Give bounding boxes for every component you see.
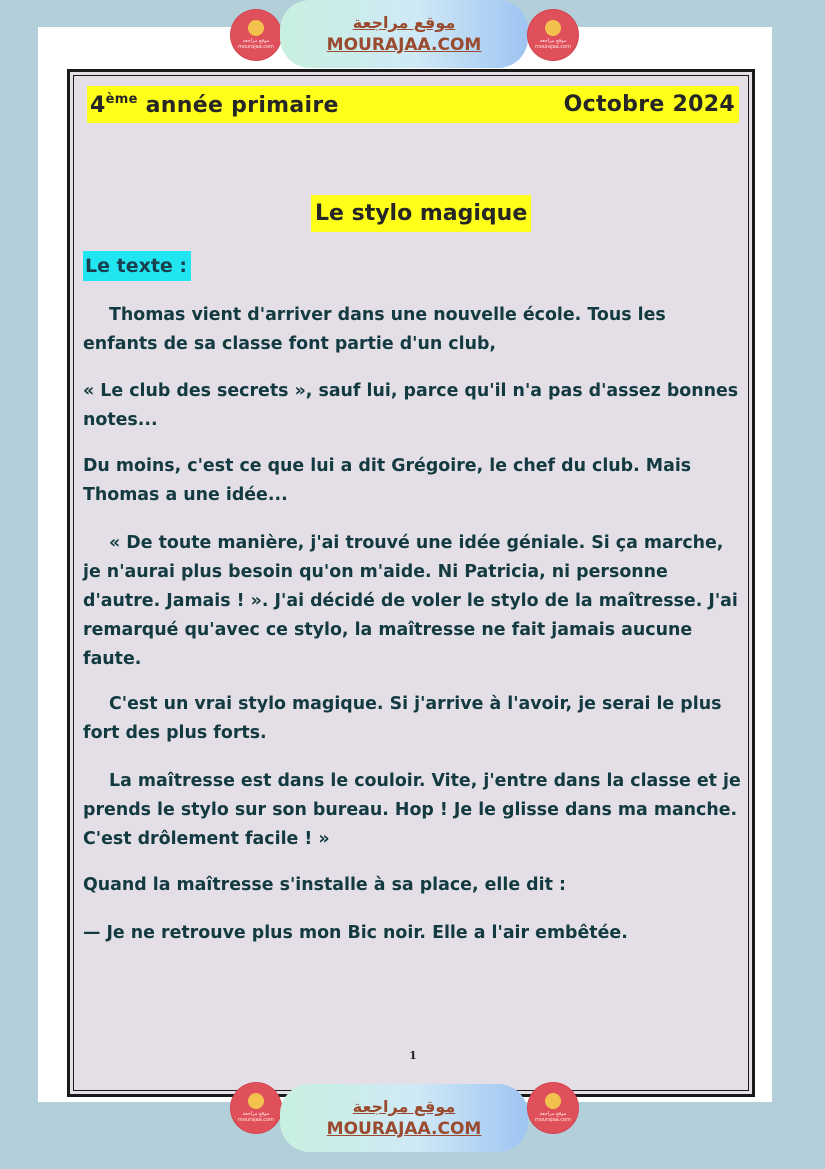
site-logo-left-top: موقع مراجعة mourajaa.com <box>231 10 281 60</box>
paragraph-3: Du moins, c'est ce que lui a dit Grégoire, le chef du club. Mais Thomas a une idée... <box>83 456 692 505</box>
paragraph-2: « Le club des secrets », sauf lui, parce qu'il n'a pas d'assez bonnes notes... <box>83 381 739 430</box>
banner-arabic: موقع مراجعة <box>352 13 456 32</box>
paragraph-8: — Je ne retrouve plus mon Bic noir. Elle a l'air embêtée. <box>83 923 628 943</box>
paragraph-5: C'est un vrai stylo magique. Si j'arrive à l'avoir, je serai le plus fort des plus forts. <box>83 694 722 743</box>
site-banner-bottom[interactable] <box>280 1084 528 1152</box>
site-logo-right-bottom: موقع مراجعة mourajaa.com <box>528 1083 578 1133</box>
page-number: 1 <box>409 1049 417 1062</box>
site-logo-left-bottom: موقع مراجعة mourajaa.com <box>231 1083 281 1133</box>
paragraph-6: La maîtresse est dans le couloir. Vite, j'entre dans la classe et je prends le stylo sur son bureau. Hop ! Je le glisse dans ma manche. C'est drôlement facile ! » <box>83 771 741 849</box>
section-label: Le texte : <box>83 251 191 281</box>
paragraph-4: « De toute manière, j'ai trouvé une idée géniale. Si ça marche, je n'aurai plus besoin qu'on m'aide. Ni Patricia, ni personne d'autre. Jamais ! ». J'ai décidé de voler le stylo de la maîtresse. J'ai remarqué qu'avec ce stylo, la maîtresse ne fait jamais aucune faute. <box>83 533 738 669</box>
site-banner-top[interactable] <box>280 0 528 68</box>
site-logo-right-top: موقع مراجعة mourajaa.com <box>528 10 578 60</box>
paragraph-1: Thomas vient d'arriver dans une nouvelle école. Tous les enfants de sa classe font partie d'un club, <box>83 305 666 354</box>
banner-arabic: موقع مراجعة <box>352 1097 456 1116</box>
header-bar <box>87 86 739 123</box>
paragraph-7: Quand la maîtresse s'installe à sa place, elle dit : <box>83 875 566 895</box>
date-label: Octobre 2024 <box>563 92 735 117</box>
document-title: Le stylo magique <box>311 195 531 232</box>
banner-site: MOURAJAA.COM <box>326 35 482 55</box>
banner-site: MOURAJAA.COM <box>326 1119 482 1139</box>
grade-label: 4ème année primaire <box>90 91 339 118</box>
